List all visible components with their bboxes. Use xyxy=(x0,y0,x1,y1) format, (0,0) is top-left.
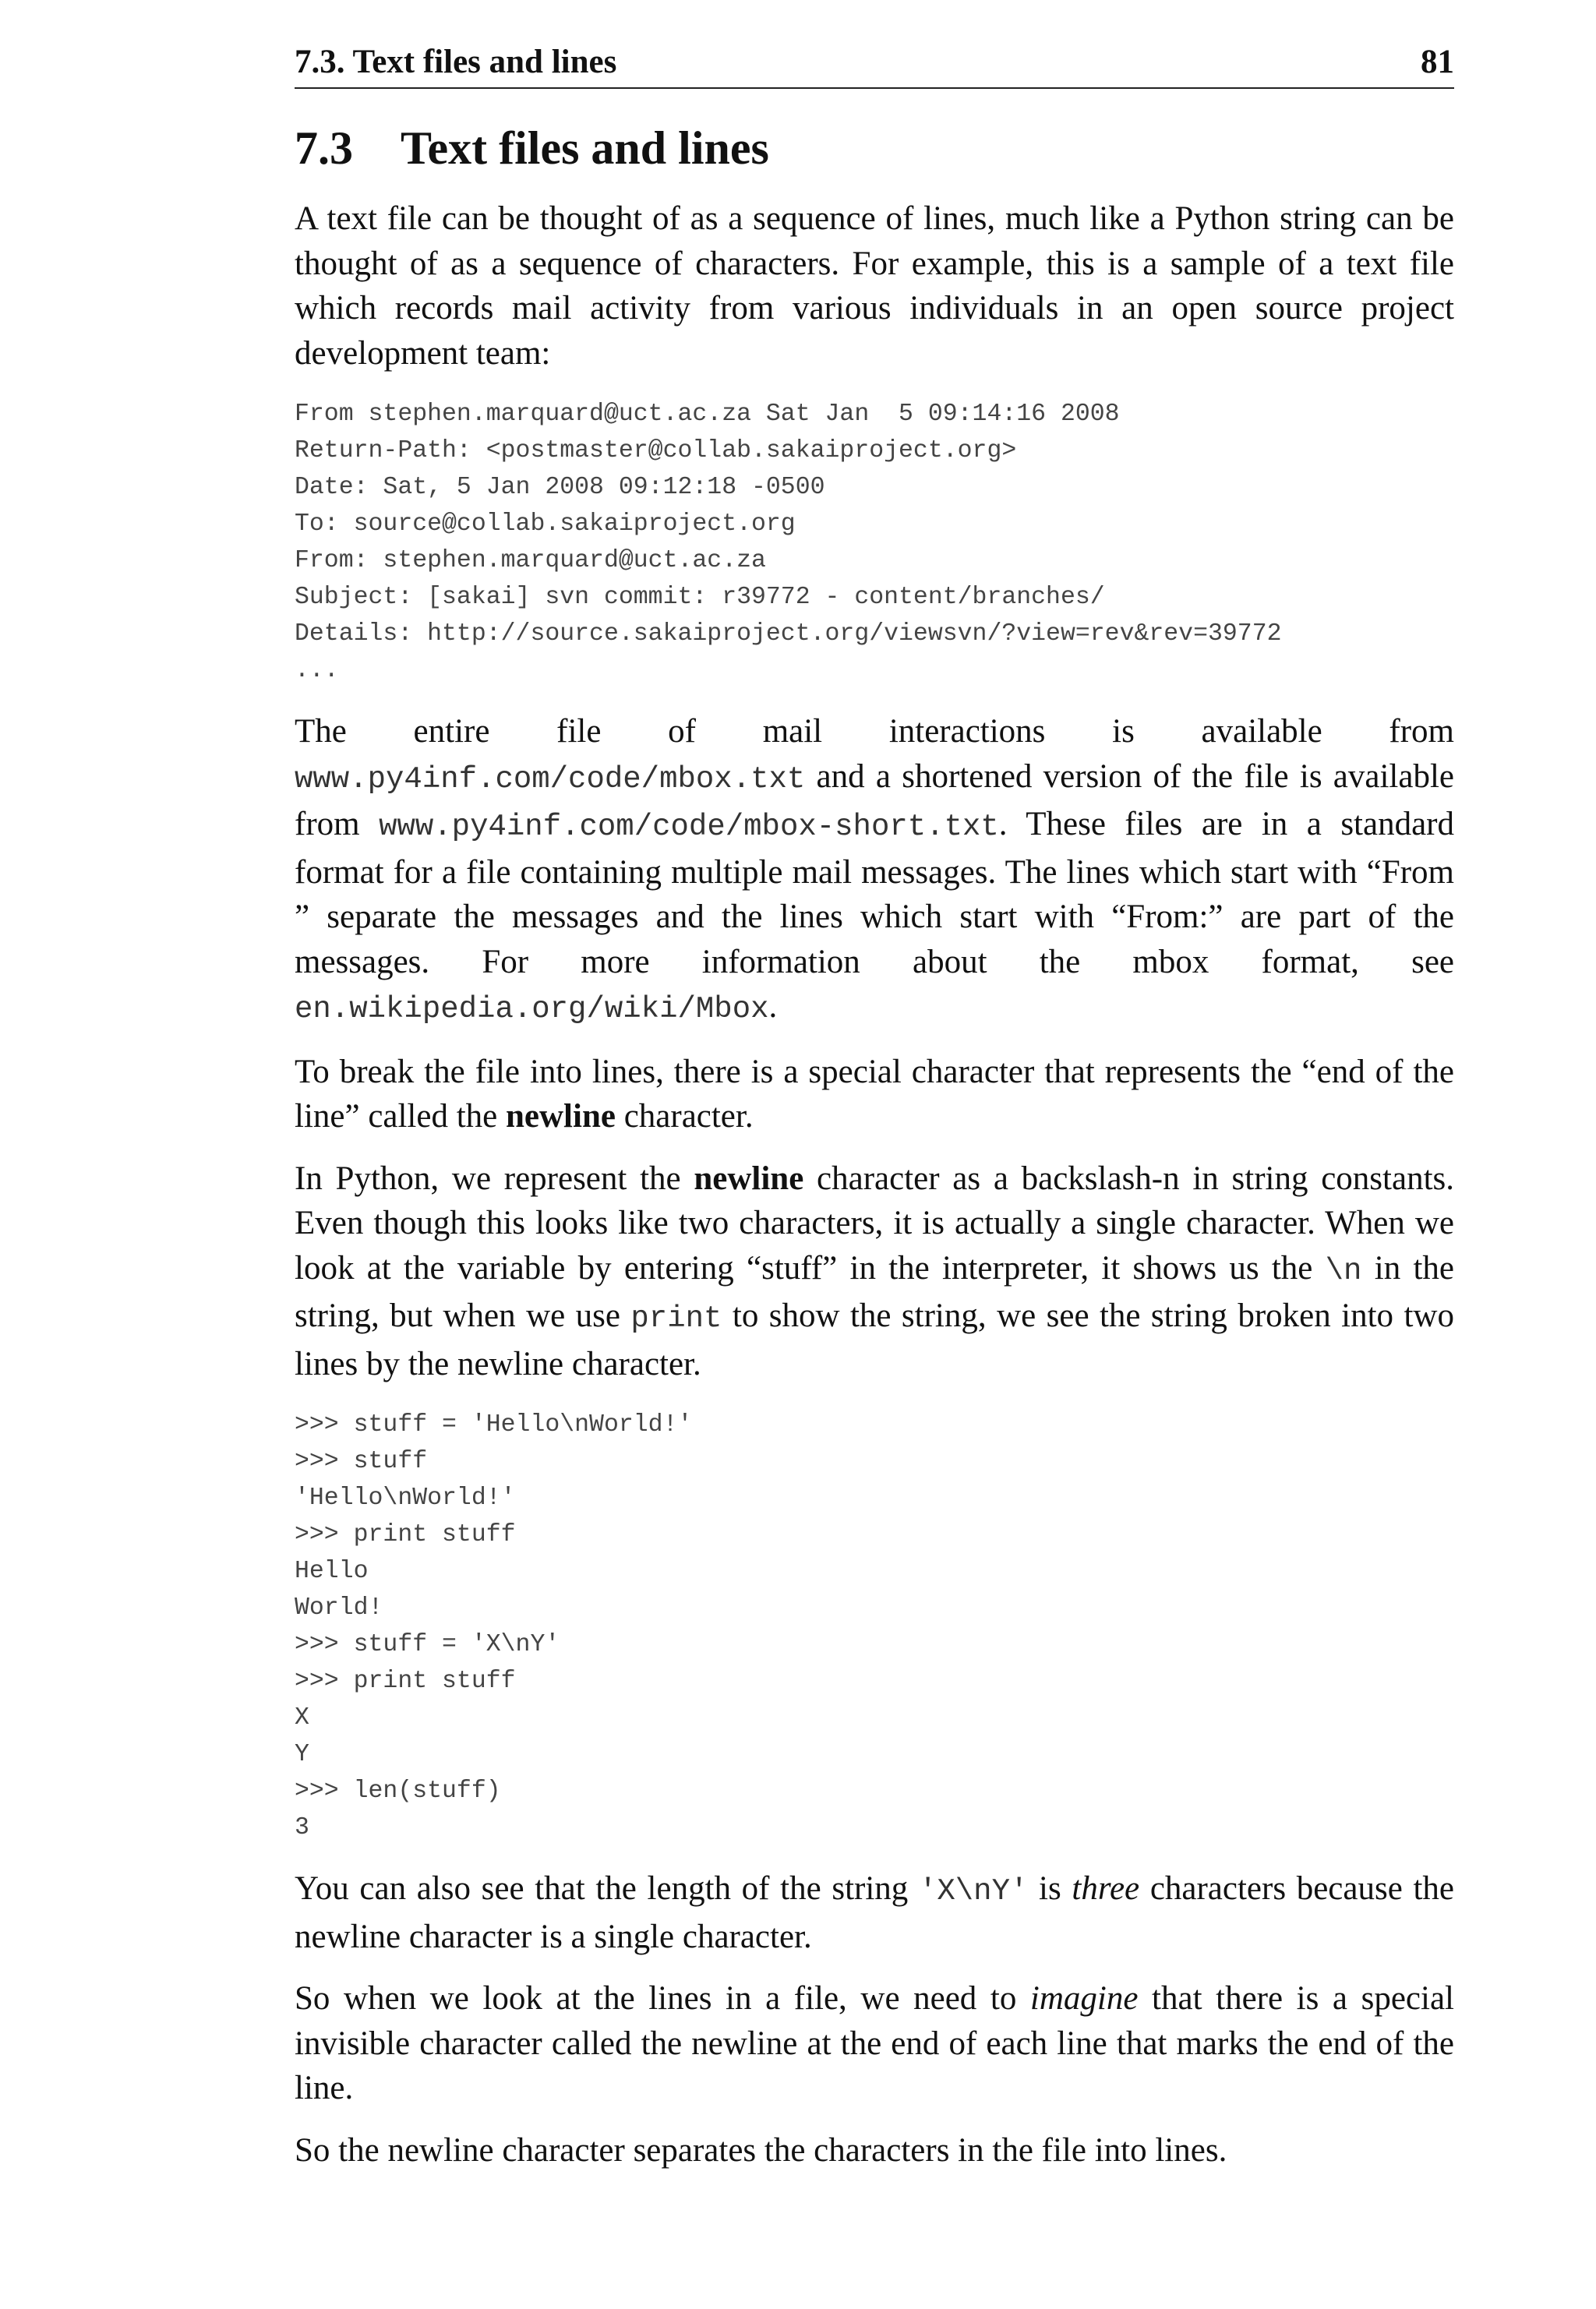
text-run: . xyxy=(768,988,778,1025)
code-line: >>> print stuff xyxy=(295,1521,516,1548)
text-run: characters because the newline character is a single character. xyxy=(295,1870,1454,1955)
code-line: To: source@collab.sakaiproject.org xyxy=(295,510,796,538)
paragraph-newline-python xyxy=(295,1156,1454,1387)
code-line: ... xyxy=(295,657,339,684)
code-line: 3 xyxy=(295,1814,309,1841)
code-line: Y xyxy=(295,1741,309,1768)
code-line: World! xyxy=(295,1594,383,1622)
page xyxy=(295,39,1454,2190)
inline-code: 'X\nY' xyxy=(918,1874,1029,1908)
paragraph-break-lines xyxy=(295,1050,1454,1139)
text-run: To break the file into lines, there is a special character that represents the “end of the line” called the xyxy=(295,1053,1454,1135)
paragraph-mbox-files xyxy=(295,709,1454,1033)
text-run: character as a backslash-n in string constants. Even though this looks like two characters, it is actually a single character. When we look at the variable by entering “stuff” in the interpreter, it shows us the xyxy=(295,1160,1454,1287)
page-number: 81 xyxy=(1421,44,1454,80)
code-line: >>> stuff = 'X\nY' xyxy=(295,1631,560,1658)
code-line: From stephen.marquard@uct.ac.za Sat Jan 5 09:14:16 2008 xyxy=(295,401,1120,428)
section-heading xyxy=(295,118,1454,178)
code-line: >>> len(stuff) xyxy=(295,1778,501,1805)
text-run: You can also see that the length of the string xyxy=(295,1870,919,1907)
code-line: Subject: [sakai] svn commit: r39772 - content/branches/ xyxy=(295,584,1105,611)
inline-code: \n xyxy=(1325,1253,1362,1288)
text-run: to show the string, we see the string broken into two lines by the newline character. xyxy=(295,1297,1454,1382)
code-block-interpreter xyxy=(295,1407,1454,1846)
code-block-mbox-sample xyxy=(295,396,1454,689)
code-line: Details: http://source.sakaiproject.org/viewsvn/?view=rev&rev=39772 xyxy=(295,620,1282,648)
italic-term: three xyxy=(1072,1870,1140,1907)
code-line: >>> print stuff xyxy=(295,1668,516,1695)
url-mbox[interactable]: www.py4inf.com/code/mbox.txt xyxy=(295,761,806,796)
text-run: and a shortened version of the file is available from xyxy=(295,757,1454,842)
inline-code: print xyxy=(630,1301,722,1336)
paragraph-imagine-newline xyxy=(295,1976,1454,2111)
text-run: is xyxy=(1028,1870,1072,1907)
code-line: >>> stuff xyxy=(295,1448,428,1475)
code-line: Date: Sat, 5 Jan 2008 09:12:18 -0500 xyxy=(295,474,825,501)
code-line: Return-Path: <postmaster@collab.sakaiproject.org> xyxy=(295,437,1017,464)
text-run: The entire file of mail interactions is available from xyxy=(295,713,1454,750)
text-run: In Python, we represent the xyxy=(295,1160,694,1197)
url-mbox-short[interactable]: www.py4inf.com/code/mbox-short.txt xyxy=(379,810,999,844)
italic-term: imagine xyxy=(1029,1980,1139,2017)
text-run: that there is a special invisible character called the newline at the end of each line that marks the end of the line. xyxy=(295,1980,1454,2106)
code-line: From: stephen.marquard@uct.ac.za xyxy=(295,547,766,574)
section-number: 7.3 xyxy=(295,122,353,174)
code-line: 'Hello\nWorld!' xyxy=(295,1485,516,1512)
text-run: . These files are in a standard format for a file containing multiple mail messages. The lines which start with “From ” separate the messages and the lines which start with “From:” are part of the messages. For more information about the mbox format, see xyxy=(295,806,1454,980)
paragraph-intro: A text file can be thought of as a sequence of lines, much like a Python string can be thought of as a sequence of characters. For example, this is a sample of a text file which records mail activity from various individuals in an open source project development team: xyxy=(295,200,1454,372)
section-title: Text files and lines xyxy=(401,122,769,174)
bold-term: newline xyxy=(694,1160,804,1197)
running-header xyxy=(295,39,1454,89)
bold-term: newline xyxy=(506,1098,616,1135)
code-line: Hello xyxy=(295,1558,369,1585)
text-run: in the string, but when we use xyxy=(295,1249,1454,1334)
header-section-title: 7.3. Text files and lines xyxy=(295,44,617,80)
paragraph-string-length xyxy=(295,1866,1454,1959)
text-run: character. xyxy=(615,1098,754,1135)
paragraph-conclusion: So the newline character separates the characters in the file into lines. xyxy=(295,2131,1227,2169)
code-line: >>> stuff = 'Hello\nWorld!' xyxy=(295,1411,693,1439)
text-run: So when we look at the lines in a file, we need to xyxy=(295,1980,1030,2017)
code-line: X xyxy=(295,1704,309,1732)
url-wikipedia-mbox[interactable]: en.wikipedia.org/wiki/Mbox xyxy=(295,992,769,1026)
